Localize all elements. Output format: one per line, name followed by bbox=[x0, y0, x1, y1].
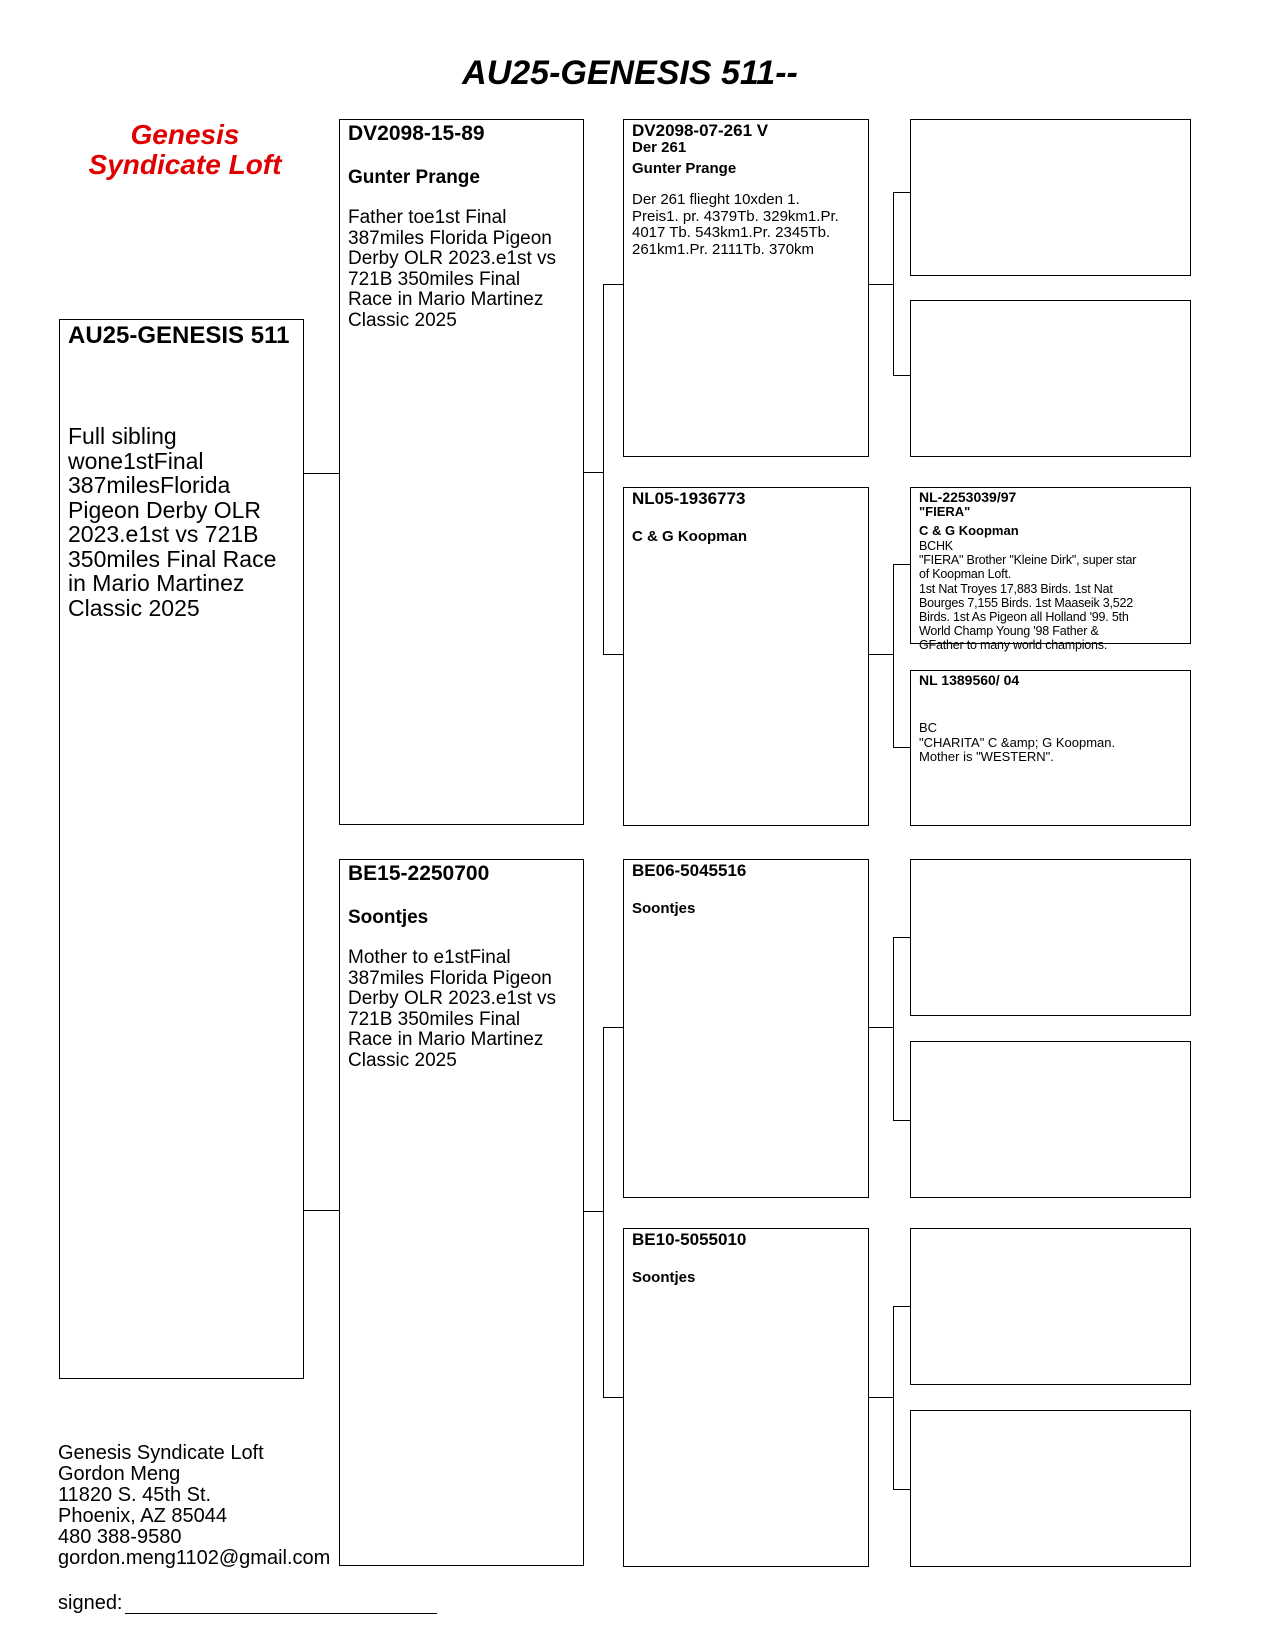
contact-info: Genesis Syndicate Loft Gordon Meng 11820 S. 45th St. Phoenix, AZ 85044 480 388-9580 gordon.meng1102@gmail.com bbox=[58, 1442, 331, 1569]
connector bbox=[603, 1397, 623, 1398]
subject-band: AU25-GENESIS 511 bbox=[68, 322, 290, 349]
dam-dam-breeder: Soontjes bbox=[632, 1269, 696, 1286]
dam-card bbox=[339, 859, 584, 1566]
ancestor-card-empty bbox=[910, 300, 1191, 457]
sire-dam-card bbox=[623, 487, 869, 826]
ancestor-card-empty bbox=[910, 859, 1191, 1016]
connector bbox=[583, 1211, 603, 1212]
ancestor-card-empty bbox=[910, 1041, 1191, 1198]
dam-dam-band: BE10-5055010 bbox=[632, 1230, 747, 1249]
loft-name: Genesis Syndicate Loft bbox=[88, 119, 282, 180]
connector bbox=[893, 192, 910, 193]
sire-sire-card bbox=[623, 119, 869, 457]
sire-dam-sire-card bbox=[910, 487, 1191, 653]
connector bbox=[603, 284, 604, 654]
connector bbox=[868, 654, 893, 655]
connector bbox=[893, 192, 894, 375]
connector bbox=[893, 375, 910, 376]
ancestor-card-empty bbox=[910, 119, 1191, 276]
sire-dam-sire-name: "FIERA" bbox=[919, 504, 971, 519]
sire-dam-breeder: C & G Koopman bbox=[632, 528, 747, 545]
connector bbox=[583, 472, 603, 473]
connector bbox=[893, 564, 910, 565]
sire-dam-sire-breeder: C & G Koopman bbox=[919, 523, 1019, 538]
connector bbox=[893, 937, 894, 1120]
page-title: AU25-GENESIS 511-- bbox=[462, 54, 798, 92]
sire-sire-breeder: Gunter Prange bbox=[632, 160, 737, 177]
connector bbox=[868, 1397, 893, 1398]
connector bbox=[603, 1027, 623, 1028]
sire-dam-dam-notes: BC "CHARITA" C &amp; G Koopman. Mother is "WESTERN". bbox=[919, 720, 1116, 764]
dam-breeder: Soontjes bbox=[348, 907, 429, 928]
signature-line[interactable] bbox=[125, 1613, 437, 1614]
dam-notes: Mother to e1stFinal 387miles Florida Pigeon Derby OLR 2023.e1st vs 721B 350miles Final Race in Mario Martinez Classic 2025 bbox=[348, 947, 557, 1071]
sire-dam-band: NL05-1936773 bbox=[632, 489, 746, 508]
subject-card bbox=[59, 319, 304, 1379]
connector bbox=[893, 564, 894, 747]
subject-notes: Full sibling wone1stFinal 387milesFlorida Pigeon Derby OLR 2023.e1st vs 721B 350miles Final Race in Mario Martinez Classic 2025 bbox=[68, 423, 277, 621]
dam-sire-breeder: Soontjes bbox=[632, 900, 696, 917]
sire-dam-sire-notes: BCHK "FIERA" Brother "Kleine Dirk", super star of Koopman Loft. 1st Nat Troyes 17,883 Birds. 1st Nat Bourges 7,155 Birds. 1st Maaseik 3,522 Birds. 1st As Pigeon all Holland '99. 5th World Champ Young '98 Father & GFather to many world champions. bbox=[919, 539, 1137, 653]
dam-band: BE15-2250700 bbox=[348, 862, 490, 885]
connector bbox=[893, 1306, 894, 1489]
connector bbox=[603, 1027, 604, 1397]
connector bbox=[893, 1489, 910, 1490]
sire-notes: Father toe1st Final 387miles Florida Pigeon Derby OLR 2023.e1st vs 721B 350miles Final Race in Mario Martinez Classic 2025 bbox=[348, 207, 557, 331]
connector bbox=[868, 284, 893, 285]
dam-sire-card bbox=[623, 859, 869, 1198]
dam-dam-card bbox=[623, 1228, 869, 1567]
sire-sire-band: DV2098-07-261 V bbox=[632, 121, 769, 140]
signed-label: signed: bbox=[58, 1592, 123, 1614]
connector bbox=[303, 473, 339, 474]
ancestor-card-empty bbox=[910, 1228, 1191, 1385]
connector bbox=[303, 1210, 339, 1211]
sire-sire-notes: Der 261 flieght 10xden 1. Preis1. pr. 4379Tb. 329km1.Pr. 4017 Tb. 543km1.Pr. 2345Tb. 261km1.Pr. 2111Tb. 370km bbox=[632, 191, 839, 258]
sire-dam-dam-band: NL 1389560/ 04 bbox=[919, 672, 1020, 688]
connector bbox=[603, 284, 623, 285]
sire-breeder: Gunter Prange bbox=[348, 167, 480, 188]
sire-band: DV2098-15-89 bbox=[348, 122, 485, 145]
sire-dam-sire-band: NL-2253039/97 bbox=[919, 489, 1017, 505]
sire-card bbox=[339, 119, 584, 825]
connector bbox=[603, 654, 623, 655]
connector bbox=[893, 937, 910, 938]
connector bbox=[893, 1306, 910, 1307]
dam-sire-band: BE06-5045516 bbox=[632, 861, 747, 880]
connector bbox=[868, 1027, 893, 1028]
connector bbox=[893, 1120, 910, 1121]
sire-dam-dam-card bbox=[910, 670, 1191, 826]
connector bbox=[893, 747, 910, 748]
sire-sire-name: Der 261 bbox=[632, 139, 687, 156]
ancestor-card-empty bbox=[910, 1410, 1191, 1567]
